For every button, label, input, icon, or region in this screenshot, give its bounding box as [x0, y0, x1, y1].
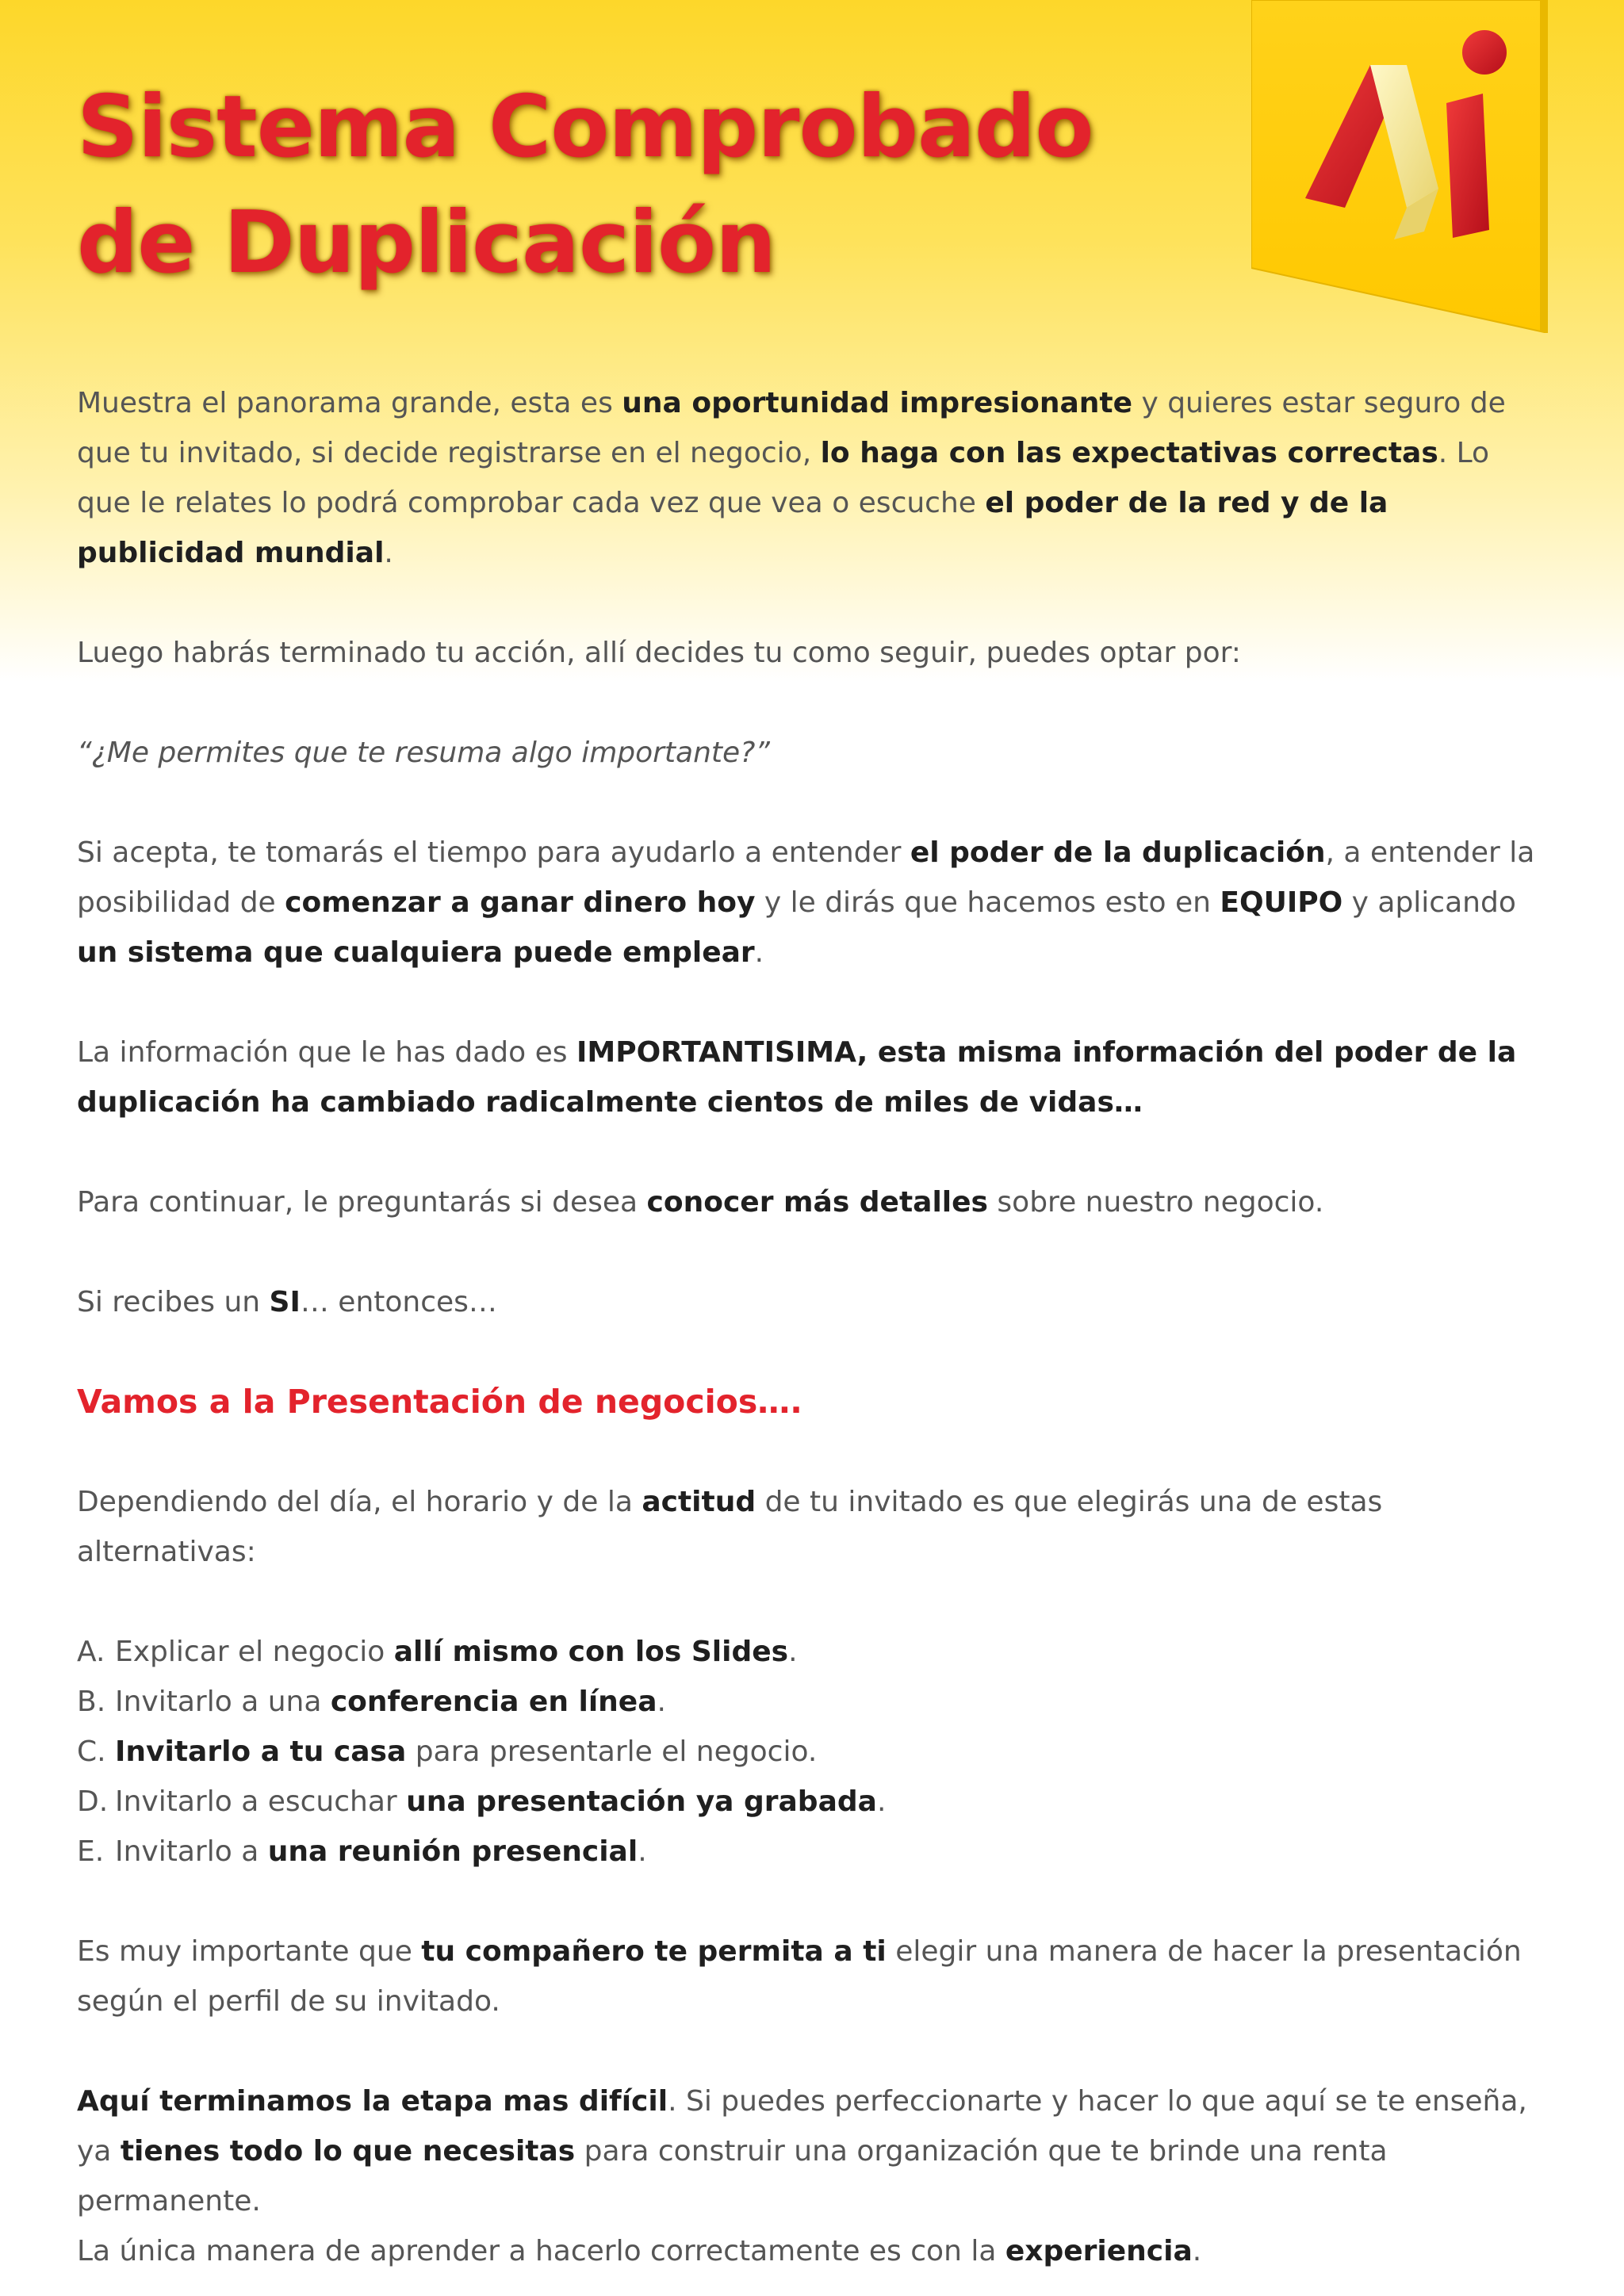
bold-text: EQUIPO — [1220, 886, 1343, 919]
bold-text: IMPORTANTISIMA, esta misma información del poder de la duplicación ha cambiado radicalmente cientos de miles de vidas… — [77, 1036, 1517, 1119]
list-letter: E. — [77, 1835, 105, 1868]
bold-text: un sistema que cualquiera puede emplear — [77, 936, 755, 969]
list-letter: B. — [77, 1686, 106, 1718]
bold-text: comenzar a ganar dinero hoy — [285, 886, 756, 919]
list-item — [77, 1777, 1548, 1827]
text: Muestra el panorama grande, esta es — [77, 387, 622, 419]
text: de tu invitado es que elegirás una de estas alternativas: — [77, 1486, 1383, 1568]
section-heading: Vamos a la Presentación de negocios…. — [77, 1383, 802, 1421]
text: . — [788, 1636, 798, 1668]
text: Explicar el negocio — [115, 1636, 394, 1668]
paragraph-if-yes — [77, 1277, 1548, 1327]
text: “¿Me permites que te resuma algo importante?” — [77, 737, 770, 769]
text: . Lo que le relates lo podrá comprobar cada vez que vea o escuche — [77, 437, 1490, 519]
text: . — [638, 1835, 647, 1868]
text: y quieres estar seguro de que tu invitado, si decide registrarse en el negocio, — [77, 387, 1506, 469]
list-item — [77, 1677, 1548, 1727]
bold-text: actitud — [642, 1486, 756, 1518]
bold-text: Aquí terminamos la etapa mas difícil — [77, 2085, 668, 2118]
paragraph-continue — [77, 1177, 1548, 1227]
text: Luego habrás terminado tu acción, allí decides tu como seguir, puedes optar por: — [77, 637, 1241, 669]
bold-text: una oportunidad impresionante — [622, 387, 1132, 419]
bold-text: conocer más detalles — [646, 1186, 988, 1219]
text: elegir una manera de hacer la presentación según el perfil de su invitado. — [77, 1935, 1522, 2018]
list-item — [77, 1627, 1548, 1677]
list-letter: C. — [77, 1735, 106, 1768]
paragraph-experience — [77, 2226, 1548, 2276]
page-title — [77, 70, 1093, 301]
bold-text: una presentación ya grabada — [406, 1785, 877, 1818]
text: Invitarlo a escuchar — [115, 1785, 407, 1818]
paragraph-alternatives-intro — [77, 1477, 1548, 1577]
paragraph-closing — [77, 2076, 1548, 2226]
text: sobre nuestro negocio. — [987, 1186, 1324, 1219]
document-body — [77, 378, 1548, 2276]
paragraph-next-step — [77, 628, 1548, 678]
text: La información que le has dado es — [77, 1036, 576, 1069]
paragraph-duplication — [77, 828, 1548, 978]
bold-text: el poder de la duplicación — [910, 836, 1326, 869]
text: , a entender la posibilidad de — [77, 836, 1535, 919]
text: Si recibes un — [77, 1286, 270, 1318]
paragraph-important-info — [77, 1027, 1548, 1127]
text: Si acepta, te tomarás el tiempo para ayudarlo a entender — [77, 836, 910, 869]
bold-text: experiencia — [1005, 2235, 1193, 2267]
bold-text: una reunión presencial — [267, 1835, 638, 1868]
text: La única manera de aprender a hacerlo correctamente es con la — [77, 2235, 1005, 2267]
bold-text: tu compañero te permita a ti — [421, 1935, 887, 1968]
bold-text: el poder de la red y de la publicidad mundial — [77, 487, 1388, 569]
text: . — [657, 1686, 666, 1718]
text: . — [384, 537, 393, 569]
text: para construir una organización que te brinde una renta permanente. — [77, 2135, 1388, 2218]
text: Invitarlo a una — [115, 1686, 331, 1718]
text: Dependiendo del día, el horario y de la — [77, 1486, 642, 1518]
bold-text: Invitarlo a tu casa — [115, 1735, 407, 1768]
bold-text: allí mismo con los Slides — [393, 1636, 789, 1668]
ai-logo-icon — [1251, 0, 1548, 333]
title-line-2: de Duplicación — [77, 193, 776, 293]
quote-question — [77, 728, 1548, 778]
list-letter: D. — [77, 1785, 109, 1818]
text: y le dirás que hacemos esto en — [755, 886, 1220, 919]
text: para presentarle el negocio. — [406, 1735, 818, 1768]
text: . — [1192, 2235, 1202, 2267]
bold-text: lo haga con las expectativas correctas — [820, 437, 1438, 469]
list-item — [77, 1727, 1548, 1777]
text: . Si puedes perfeccionarte y hacer lo que aquí se te enseña, ya — [77, 2085, 1527, 2168]
list-letter: A. — [77, 1636, 105, 1668]
alternatives-list — [77, 1627, 1548, 1877]
text: … entonces… — [300, 1286, 497, 1318]
paragraph-partner — [77, 1927, 1548, 2026]
text: Invitarlo a — [115, 1835, 268, 1868]
text: . — [754, 936, 764, 969]
list-item — [77, 1827, 1548, 1877]
text: Es muy importante que — [77, 1935, 422, 1968]
text: y aplicando — [1342, 886, 1516, 919]
paragraph-intro — [77, 378, 1548, 578]
bold-text: SI — [269, 1286, 301, 1318]
bold-text: conferencia en línea — [330, 1686, 657, 1718]
title-line-1: Sistema Comprobado — [77, 78, 1094, 177]
text: . — [876, 1785, 887, 1818]
bold-text: tienes todo lo que necesitas — [120, 2135, 576, 2168]
text: Para continuar, le preguntarás si desea — [77, 1186, 647, 1219]
